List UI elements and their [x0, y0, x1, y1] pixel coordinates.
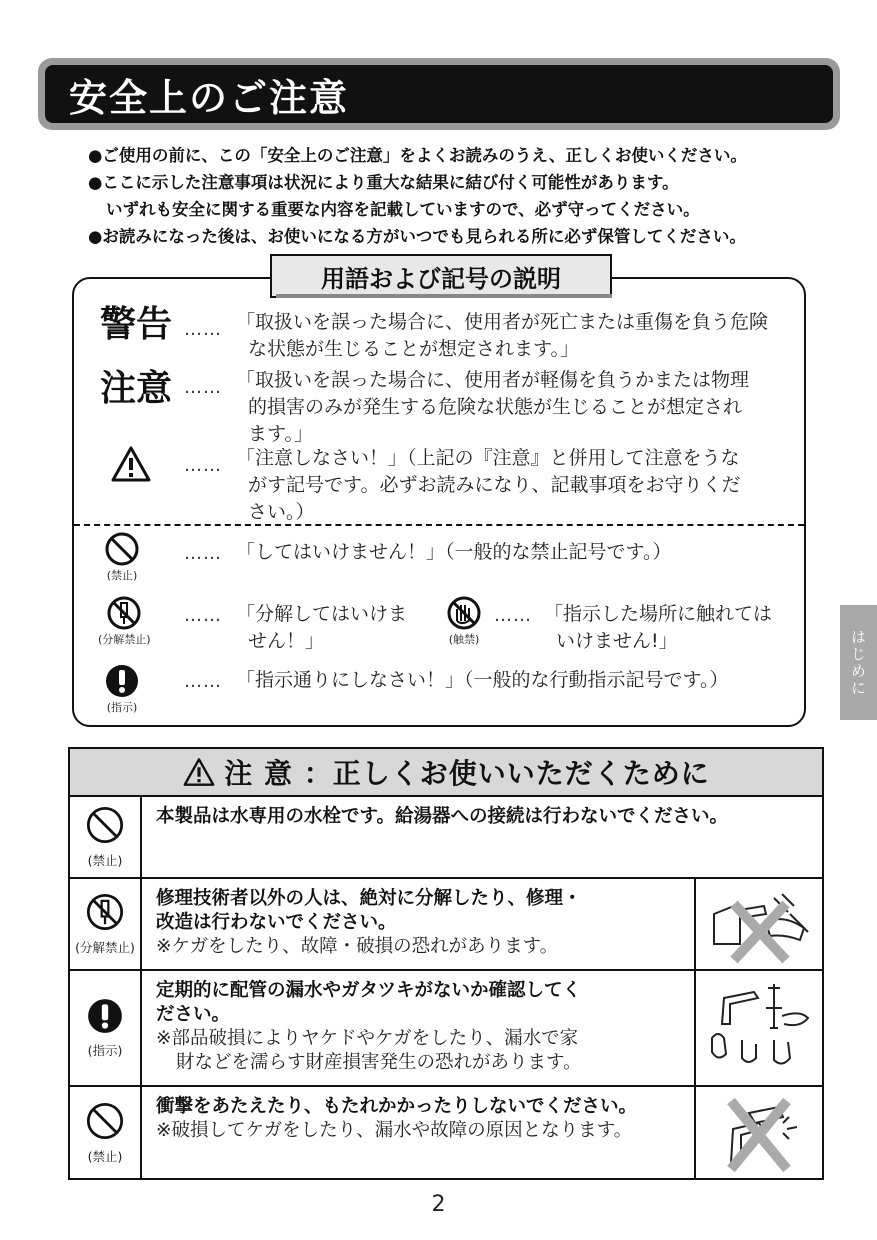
row-main: 本製品は水専用の水栓です。給湯器への接続は行わないでください。 [156, 806, 729, 827]
warning-key: 警告 [100, 304, 173, 345]
page-number: 2 [431, 1192, 446, 1217]
row-main: 修理技術者以外の人は、絶対に分解したり、修理・ [156, 888, 582, 909]
dots: …… [184, 605, 222, 626]
instruction-icon [104, 663, 140, 699]
desc-line: がす記号です。必ずお読みになり、記載事項をお守りくだ [248, 474, 741, 496]
intro-line: ●ここに示した注意事項は状況により重大な結果に結び付く可能性があります。 [88, 173, 679, 192]
intro-text [88, 142, 818, 250]
attention-desc [236, 445, 796, 526]
row-symbol [70, 971, 142, 1085]
dots: …… [184, 671, 222, 692]
caution-heading-text: 注 意 ：正しくお使いいただくために [224, 757, 710, 790]
prohibit-label: (禁止) [106, 569, 138, 582]
desc-line: 「取扱いを誤った場合に、使用者が軽傷を負うかまたは物理 [236, 369, 750, 391]
row-note: ※ケガをしたり、故障・破損の恐れがあります。 [156, 936, 559, 957]
row-note: ※部品破損によりヤケドやケガをしたり、漏水で家 [156, 1028, 579, 1049]
row-main: 改造は行わないでください。 [156, 912, 397, 933]
desc-line: 「分解してはいけま [236, 603, 408, 625]
caution-desc [236, 367, 796, 448]
prohibit-icon [85, 1101, 125, 1141]
caution-key: 注意 [100, 368, 173, 409]
no-touch-icon [444, 595, 484, 631]
desc-line: ます。」 [248, 423, 313, 445]
instruct-symbol [104, 663, 140, 715]
warning-triangle-icon [110, 445, 152, 483]
table-row [70, 879, 822, 971]
row-body [142, 1087, 694, 1178]
desc-line: 的損害のみが発生する危険な状態が生じることが想定され [248, 396, 743, 418]
instruct-desc: 「指示通りにしなさい！」（一般的な行動指示記号です。） [236, 669, 729, 691]
row-label: (禁止) [87, 853, 123, 868]
intro-line: いずれも安全に関する重要な内容を記載していますので、必ず守ってください。 [106, 200, 700, 219]
intro-line: ●ご使用の前に、この「安全上のご注意」をよくお読みのうえ、正しくお使いください。 [88, 146, 747, 165]
row-main: 定期的に配管の漏水やガタツキがないか確認してく [156, 980, 581, 1001]
page-title: 安全上のご注意 [69, 75, 350, 120]
title-frame [38, 58, 840, 130]
row-note: ※破損してケガをしたり、漏水や故障の原因となります。 [156, 1120, 633, 1141]
no-disassemble-icon [85, 892, 125, 932]
desc-line: 「指示した場所に触れては [544, 603, 773, 625]
row-note: 財などを濡らす財産損害発生の恐れがあります。 [176, 1052, 582, 1073]
row-main: 衝撃をあたえたり、もたれかかったりしないでください。 [156, 1096, 638, 1117]
faucet-repair-illustration [694, 879, 822, 969]
disassemble-label: (分解禁止) [98, 633, 151, 646]
faucet-wrench-icon [704, 884, 814, 964]
prohibit-icon [104, 531, 140, 567]
faucet-impact-icon [709, 1093, 809, 1173]
table-row [70, 1087, 822, 1178]
pipe-check-icon [704, 978, 814, 1078]
dots: …… [184, 377, 222, 398]
impact-illustration [694, 1087, 822, 1178]
pipe-check-illustration [694, 971, 822, 1085]
row-symbol [70, 879, 142, 969]
row-label: (禁止) [87, 1148, 123, 1164]
dots: …… [184, 543, 222, 564]
dashed-divider [74, 524, 804, 526]
side-tab-label: はじめに [849, 628, 867, 697]
desc-line: せん！」 [248, 630, 325, 652]
dots: …… [494, 605, 532, 626]
legend-title: 用語および記号の説明 [270, 254, 612, 298]
notouch-symbol [444, 595, 484, 647]
prohibit-icon [85, 805, 125, 845]
row-body [142, 879, 694, 969]
instruct-label: (指示) [106, 701, 138, 714]
row-main: ださい。 [156, 1004, 231, 1025]
row-symbol [70, 797, 142, 877]
notouch-desc [544, 601, 794, 655]
disassemble-symbol [98, 595, 151, 647]
desc-line: 「注意しなさい！」（上記の『注意』と併用して注意をうな [236, 447, 740, 469]
title-bar [45, 65, 833, 123]
desc-line: な状態が生じることが想定されます。」 [248, 338, 579, 360]
notouch-label: (触禁) [448, 633, 480, 646]
row-body [142, 797, 822, 877]
disassemble-desc [236, 601, 436, 655]
row-body [142, 971, 694, 1085]
dots: …… [184, 319, 222, 340]
warning-desc [236, 309, 796, 363]
dots: …… [184, 455, 222, 476]
table-row [70, 797, 822, 879]
warning-triangle-icon [182, 757, 216, 787]
instruction-icon [86, 997, 124, 1035]
row-label: (指示) [87, 1043, 123, 1058]
side-tab[interactable] [840, 605, 877, 720]
desc-line: 「取扱いを誤った場合に、使用者が死亡または重傷を負う危険 [236, 311, 769, 333]
desc-line: いけません!」 [556, 630, 678, 652]
caution-heading [70, 749, 822, 797]
no-disassemble-icon [106, 595, 142, 631]
prohibit-desc: 「してはいけません！」（一般的な禁止記号です。） [236, 541, 672, 563]
row-label: (分解禁止) [75, 940, 135, 955]
legend-box [72, 277, 806, 727]
table-row [70, 971, 822, 1087]
row-symbol [70, 1087, 142, 1178]
desc-line: さい。） [248, 501, 315, 523]
caution-table [68, 747, 824, 1180]
intro-line: ●お読みになった後は、お使いになる方がいつでも見られる所に必ず保管してください。 [88, 227, 746, 246]
prohibit-symbol [104, 531, 140, 583]
